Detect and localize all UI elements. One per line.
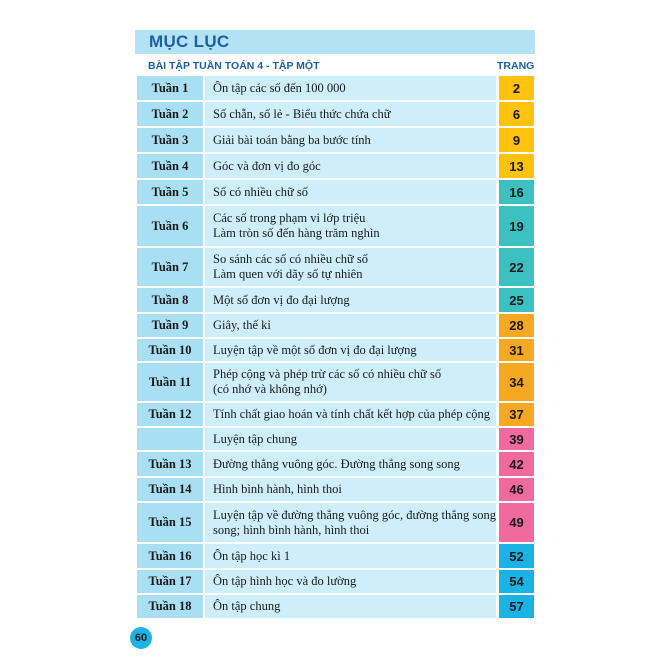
page-number-cell: 28 xyxy=(499,314,534,337)
week-label xyxy=(137,428,203,450)
page-column-label: TRANG xyxy=(497,60,535,72)
topic-line: Luyện tập về đường thẳng vuông góc, đường thẳng song xyxy=(213,507,496,522)
topic-cell xyxy=(205,570,496,593)
topic-line: Luyện tập về một số đơn vị đo đại lượng xyxy=(213,342,417,357)
toc-row xyxy=(137,76,534,100)
page-number-cell: 34 xyxy=(499,363,534,401)
page-number-cell: 37 xyxy=(499,403,534,426)
page-number-cell: 13 xyxy=(499,154,534,178)
toc-row xyxy=(137,428,534,450)
page-number-cell: 54 xyxy=(499,570,534,593)
topic-cell xyxy=(205,428,496,450)
week-label: Tuần 18 xyxy=(137,595,203,618)
toc-row xyxy=(137,206,534,246)
topic-cell xyxy=(205,154,496,178)
page-number-cell: 22 xyxy=(499,248,534,286)
topic-cell xyxy=(205,339,496,361)
toc-row xyxy=(137,452,534,476)
topic-line: Ôn tập học kì 1 xyxy=(213,548,291,563)
week-label: Tuần 9 xyxy=(137,314,203,337)
topic-line: Làm quen với dãy số tự nhiên xyxy=(213,267,363,281)
topic-line: So sánh các số có nhiều chữ số xyxy=(213,252,369,266)
page-number: 60 xyxy=(130,627,152,649)
page-number-cell: 9 xyxy=(499,128,534,152)
week-label: Tuần 6 xyxy=(137,206,203,246)
week-label: Tuần 11 xyxy=(137,363,203,401)
week-label: Tuần 3 xyxy=(137,128,203,152)
topic-line: Hình bình hành, hình thoi xyxy=(213,482,342,496)
topic-line: Giây, thế kỉ xyxy=(213,318,271,332)
week-label: Tuần 2 xyxy=(137,102,203,126)
week-label: Tuần 10 xyxy=(137,339,203,361)
page-number-cell: 25 xyxy=(499,288,534,312)
page-number-cell: 39 xyxy=(499,428,534,450)
topic-cell xyxy=(205,452,496,476)
week-label: Tuần 12 xyxy=(137,403,203,426)
toc-row xyxy=(137,595,534,618)
page-number-cell: 49 xyxy=(499,503,534,542)
page-number-cell: 2 xyxy=(499,76,534,100)
page-number-cell: 19 xyxy=(499,206,534,246)
topic-line: Giải bài toán bằng ba bước tính xyxy=(213,132,371,147)
topic-line: Đường thẳng vuông góc. Đường thẳng song song xyxy=(213,456,460,471)
toc-row xyxy=(137,288,534,312)
topic-cell xyxy=(205,595,496,618)
page-title: MỤC LỤC xyxy=(149,32,230,51)
topic-cell xyxy=(205,206,496,246)
toc-row xyxy=(137,403,534,426)
week-label: Tuần 1 xyxy=(137,76,203,100)
topic-line: Các số trong phạm vi lớp triệu xyxy=(213,211,366,225)
toc-row xyxy=(137,180,534,204)
week-label: Tuần 15 xyxy=(137,503,203,542)
topic-cell xyxy=(205,363,496,401)
topic-cell xyxy=(205,503,496,542)
topic-line: Ôn tập các số đến 100 000 xyxy=(213,80,346,95)
toc-row xyxy=(137,339,534,361)
topic-cell xyxy=(205,544,496,568)
topic-line: Phép cộng và phép trừ các số có nhiều chữ số xyxy=(213,367,442,381)
toc-row xyxy=(137,363,534,401)
topic-line: song; hình bình hành, hình thoi xyxy=(213,522,370,537)
page-number-cell: 57 xyxy=(499,595,534,618)
topic-line: Tính chất giao hoán và tính chất kết hợp của phép cộng xyxy=(213,407,491,421)
toc-row xyxy=(137,248,534,286)
week-label: Tuần 8 xyxy=(137,288,203,312)
topic-line: Luyện tập chung xyxy=(213,431,298,446)
book-subtitle: BÀI TẬP TUẦN TOÁN 4 - TẬP MỘT xyxy=(148,60,320,72)
topic-cell xyxy=(205,102,496,126)
week-label: Tuần 16 xyxy=(137,544,203,568)
toc-row xyxy=(137,314,534,337)
topic-line: Ôn tập hình học và đo lường xyxy=(213,574,357,588)
week-label: Tuần 7 xyxy=(137,248,203,286)
topic-line: Góc và đơn vị đo góc xyxy=(213,158,321,173)
topic-line: Số chẵn, số lẻ - Biểu thức chứa chữ xyxy=(213,106,391,121)
page-number-cell: 46 xyxy=(499,478,534,501)
page-number-cell: 31 xyxy=(499,339,534,361)
week-label: Tuần 17 xyxy=(137,570,203,593)
toc-row xyxy=(137,478,534,501)
page-number-cell: 6 xyxy=(499,102,534,126)
topic-cell xyxy=(205,403,496,426)
topic-line: Ôn tập chung xyxy=(213,599,281,613)
toc-row xyxy=(137,544,534,568)
topic-line: Làm tròn số đến hàng trăm nghìn xyxy=(213,226,380,240)
topic-cell xyxy=(205,76,496,100)
topic-cell xyxy=(205,248,496,286)
page-number-cell: 42 xyxy=(499,452,534,476)
week-label: Tuần 14 xyxy=(137,478,203,501)
topic-cell xyxy=(205,314,496,337)
week-label: Tuần 13 xyxy=(137,452,203,476)
topic-line: (có nhớ và không nhớ) xyxy=(213,382,327,396)
toc-row xyxy=(137,570,534,593)
topic-line: Một số đơn vị đo đại lượng xyxy=(213,292,350,307)
page-number-cell: 52 xyxy=(499,544,534,568)
topic-cell xyxy=(205,180,496,204)
toc-row xyxy=(137,128,534,152)
topic-cell xyxy=(205,478,496,501)
toc-row xyxy=(137,503,534,542)
topic-cell xyxy=(205,128,496,152)
toc-row xyxy=(137,154,534,178)
week-label: Tuần 5 xyxy=(137,180,203,204)
topic-cell xyxy=(205,288,496,312)
topic-line: Số có nhiều chữ số xyxy=(213,184,308,199)
page-number-cell: 16 xyxy=(499,180,534,204)
toc-row xyxy=(137,102,534,126)
title-bar xyxy=(135,30,535,54)
week-label: Tuần 4 xyxy=(137,154,203,178)
